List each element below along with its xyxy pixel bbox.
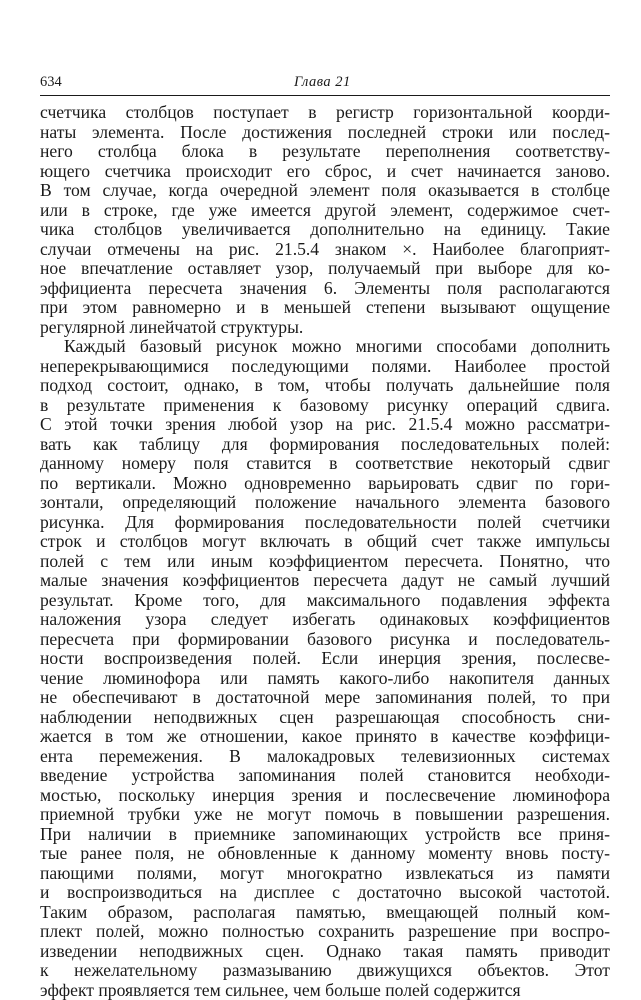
text-line: ное впечатление оставляет узор, получаемый при выборе для ко- <box>40 259 610 279</box>
text-line: Таким образом, располагая памятью, вмещающей полный ком- <box>40 903 610 923</box>
text-line: ющего счетчика происходит его сброс, и счет начинается заново. <box>40 162 610 182</box>
text-line: ности воспроизведения полей. Если инерция зрения, послесве- <box>40 649 610 669</box>
text-line: плект полей, можно полностью сохранить разрешение при воспро- <box>40 922 610 942</box>
text-line: пересчета при формировании базового рисунка и последователь- <box>40 630 610 650</box>
text-line: данному номеру поля ставится в соответствие некоторый сдвиг <box>40 454 610 474</box>
text-line: чика столбцов увеличивается дополнительно на единицу. Такие <box>40 220 610 240</box>
text-line: введение устройства запоминания полей становится необходи- <box>40 766 610 786</box>
text-line: приемной трубки уже не могут помочь в повышении разрешения. <box>40 805 610 825</box>
text-line: изведении неподвижных сцен. Однако такая память приводит <box>40 942 610 962</box>
text-line: не обеспечивают в достаточной мере запоминания полей, то при <box>40 688 610 708</box>
text-line: случаи отмечены на рис. 21.5.4 знаком ×. Наиболее благоприят- <box>40 240 610 260</box>
text-line: в результате применения к базовому рисунку операций сдвига. <box>40 396 610 416</box>
text-line: к нежелательному размазыванию движущихся объектов. Этот <box>40 961 610 981</box>
text-line: пающими полями, могут многократно извлекаться из памяти <box>40 864 610 884</box>
text-line: малые значения коэффициентов пересчета дадут не самый лучший <box>40 571 610 591</box>
text-line: результат. Кроме того, для максимального подавления эффекта <box>40 591 610 611</box>
paragraph <box>40 337 610 1000</box>
text-line: и воспроизводиться на дисплее с достаточно высокой частотой. <box>40 883 610 903</box>
text-line: мостью, поскольку инерция зрения и послесвечение люминофора <box>40 786 610 806</box>
text-line: при этом равномерно и в меньшей степени вызывают ощущение <box>40 298 610 318</box>
text-line: счетчика столбцов поступает в регистр горизонтальной коорди- <box>40 103 610 123</box>
text-line: по вертикали. Можно одновременно варьировать сдвиг по гори- <box>40 474 610 494</box>
text-line: эффициента пересчета значения 6. Элементы поля располагаются <box>40 279 610 299</box>
body-text <box>40 103 610 1000</box>
chapter-title: Глава 21 <box>294 72 351 92</box>
text-line: рисунка. Для формирования последовательности полей счетчики <box>40 513 610 533</box>
text-line: наты элемента. После достижения последней строки или послед- <box>40 123 610 143</box>
text-line: регулярной линейчатой структуры. <box>40 318 610 338</box>
paragraph <box>40 103 610 337</box>
text-line: наложения узора следует избегать одинаковых коэффициентов <box>40 610 610 630</box>
page-number: 634 <box>40 72 62 92</box>
text-line: В том случае, когда очередной элемент поля оказывается в столбце <box>40 181 610 201</box>
text-line: С этой точки зрения любой узор на рис. 21.5.4 можно рассматри- <box>40 415 610 435</box>
header-rule <box>40 95 610 96</box>
text-line: наблюдении неподвижных сцен разрешающая способность сни- <box>40 708 610 728</box>
text-line: Каждый базовый рисунок можно многими способами дополнить <box>40 337 610 357</box>
text-line: неперекрывающимися последующими полями. Наиболее простой <box>40 357 610 377</box>
text-line: или в строке, где уже имеется другой элемент, содержимое счет- <box>40 201 610 221</box>
text-line: вать как таблицу для формирования последовательных полей: <box>40 435 610 455</box>
running-head <box>40 72 610 92</box>
text-line: подход состоит, однако, в том, чтобы получать дальнейшие поля <box>40 376 610 396</box>
text-line: жается в том же отношении, какое принято в качестве коэффици- <box>40 727 610 747</box>
text-line: эффект проявляется тем сильнее, чем больше полей содержится <box>40 981 610 1000</box>
text-line: тые ранее поля, не обновленные к данному моменту вновь посту- <box>40 844 610 864</box>
text-line: При наличии в приемнике запоминающих устройств все приня- <box>40 825 610 845</box>
text-line: ента перемежения. В малокадровых телевизионных системах <box>40 747 610 767</box>
text-line: полей с тем или иным коэффициентом пересчета. Понятно, что <box>40 552 610 572</box>
text-line: строк и столбцов могут включать в общий счет также импульсы <box>40 532 610 552</box>
text-line: него столбца блока в результате переполнения соответству- <box>40 142 610 162</box>
text-line: зонтали, определяющий положение начального элемента базового <box>40 493 610 513</box>
text-line: чение люминофора или память какого-либо накопителя данных <box>40 669 610 689</box>
